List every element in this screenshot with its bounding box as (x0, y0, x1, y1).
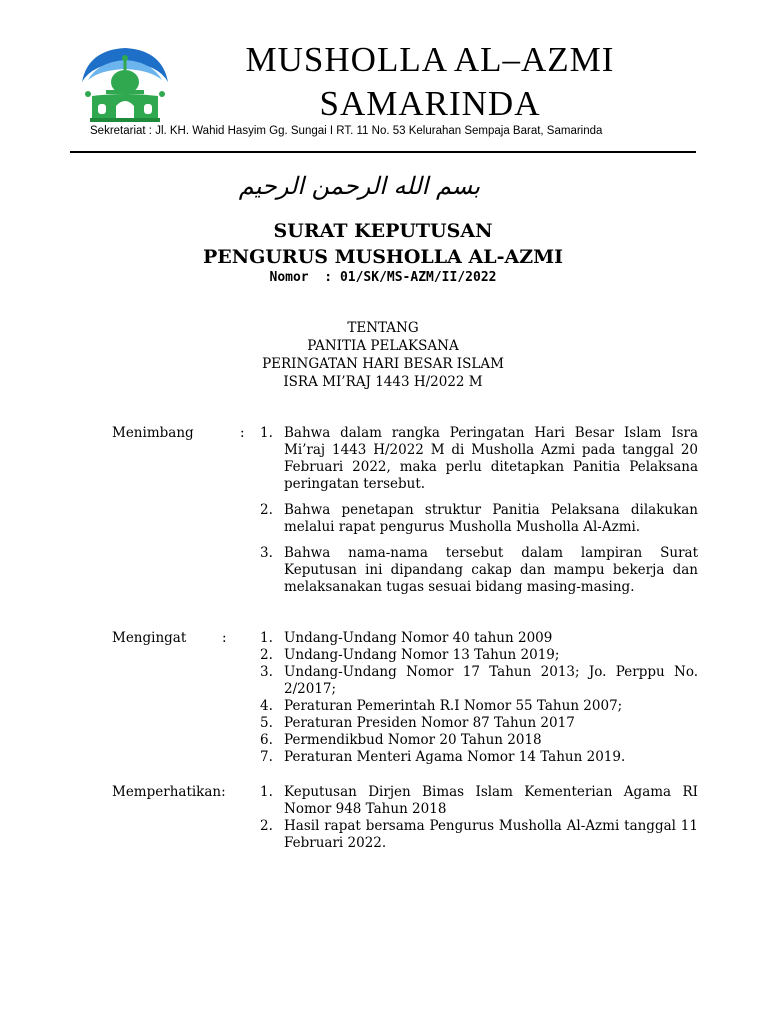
subject-line3: PERINGATAN HARI BESAR ISLAM (262, 356, 504, 372)
list-item (260, 545, 698, 596)
item-text: Keputusan Dirjen Bimas Islam Kementerian Agama RI Nomor 948 Tahun 2018 (284, 784, 698, 817)
item-text: Peraturan Menteri Agama Nomor 14 Tahun 2019. (284, 749, 626, 765)
section-colon: : (240, 425, 245, 441)
section-colon: : (222, 630, 227, 646)
mengingat-list (260, 630, 698, 766)
document-number: Nomor : 01/SK/MS-AZM/II/2022 (269, 270, 497, 285)
item-number: 3. (260, 664, 273, 680)
item-number: 2. (260, 502, 273, 518)
list-item (260, 749, 698, 766)
subject-line2: PANITIA PELAKSANA (307, 338, 459, 354)
item-number: 2. (260, 818, 273, 834)
item-number: 3. (260, 545, 273, 561)
secretariat-address: Sekretariat : Jl. KH. Wahid Hasyim Gg. Sungai I RT. 11 No. 53 Kelurahan Sempaja Barat, Samarinda (90, 125, 603, 137)
item-text: Permendikbud Nomor 20 Tahun 2018 (284, 732, 542, 748)
list-item (260, 425, 698, 493)
item-text: Peraturan Pemerintah R.I Nomor 55 Tahun 2007; (284, 698, 623, 714)
item-number: 5. (260, 715, 273, 731)
item-number: 7. (260, 749, 273, 765)
list-item (260, 698, 698, 715)
organization-name-line2: SAMARINDA (319, 84, 541, 123)
memperhatikan-list (260, 784, 698, 852)
item-text: Undang-Undang Nomor 13 Tahun 2019; (284, 647, 560, 663)
item-number: 2. (260, 647, 273, 663)
item-text: Bahwa nama-nama tersebut dalam lampiran Surat Keputusan ini dipandang cakap dan mampu bekerja dan melaksanakan tugas sesuai bidang masing-masing. (284, 545, 698, 595)
document-title-line2: PENGURUS MUSHOLLA AL-AZMI (202, 246, 564, 268)
list-item (260, 784, 698, 818)
basmalah-calligraphy: بسم الله الرحمن الرحيم (238, 172, 480, 200)
section-label: Memperhatikan: (112, 784, 226, 800)
list-item (260, 732, 698, 749)
item-text: Bahwa penetapan struktur Panitia Pelaksana dilakukan melalui rapat pengurus Musholla Musholla Al-Azmi. (284, 502, 698, 535)
item-number: 6. (260, 732, 273, 748)
item-number: 1. (260, 425, 273, 441)
list-item (260, 664, 698, 698)
section-label: Menimbang (112, 425, 194, 441)
list-item (260, 630, 698, 647)
section-memperhatikan (112, 784, 702, 864)
item-text: Undang-Undang Nomor 17 Tahun 2013; Jo. Perppu No. 2/2017; (284, 664, 698, 697)
subject-heading: TENTANG (347, 320, 419, 336)
section-label: Mengingat (112, 630, 187, 646)
header-divider (70, 151, 696, 153)
list-item (260, 715, 698, 732)
section-menimbang (112, 425, 702, 615)
list-item (260, 502, 698, 536)
list-item (260, 647, 698, 664)
mosque-logo-icon (78, 44, 172, 124)
document-title-line1: SURAT KEPUTUSAN (273, 220, 493, 242)
list-item (260, 818, 698, 852)
item-number: 1. (260, 784, 273, 800)
organization-name-line1: MUSHOLLA AL–AZMI (245, 40, 615, 79)
item-text: Bahwa dalam rangka Peringatan Hari Besar Islam Isra Mi’raj 1443 H/2022 M di Musholla Azmi pada tanggal 20 Februari 2022, maka perlu ditetapkan Panitia Pelaksana peringatan tersebut. (284, 425, 698, 492)
item-text: Undang-Undang Nomor 40 tahun 2009 (284, 630, 553, 646)
item-text: Peraturan Presiden Nomor 87 Tahun 2017 (284, 715, 575, 731)
subject-line4: ISRA MI’RAJ 1443 H/2022 M (283, 374, 483, 390)
item-text: Hasil rapat bersama Pengurus Musholla Al-Azmi tanggal 11 Februari 2022. (284, 818, 698, 851)
item-number: 4. (260, 698, 273, 714)
section-mengingat (112, 630, 702, 770)
menimbang-list (260, 425, 698, 605)
item-number: 1. (260, 630, 273, 646)
